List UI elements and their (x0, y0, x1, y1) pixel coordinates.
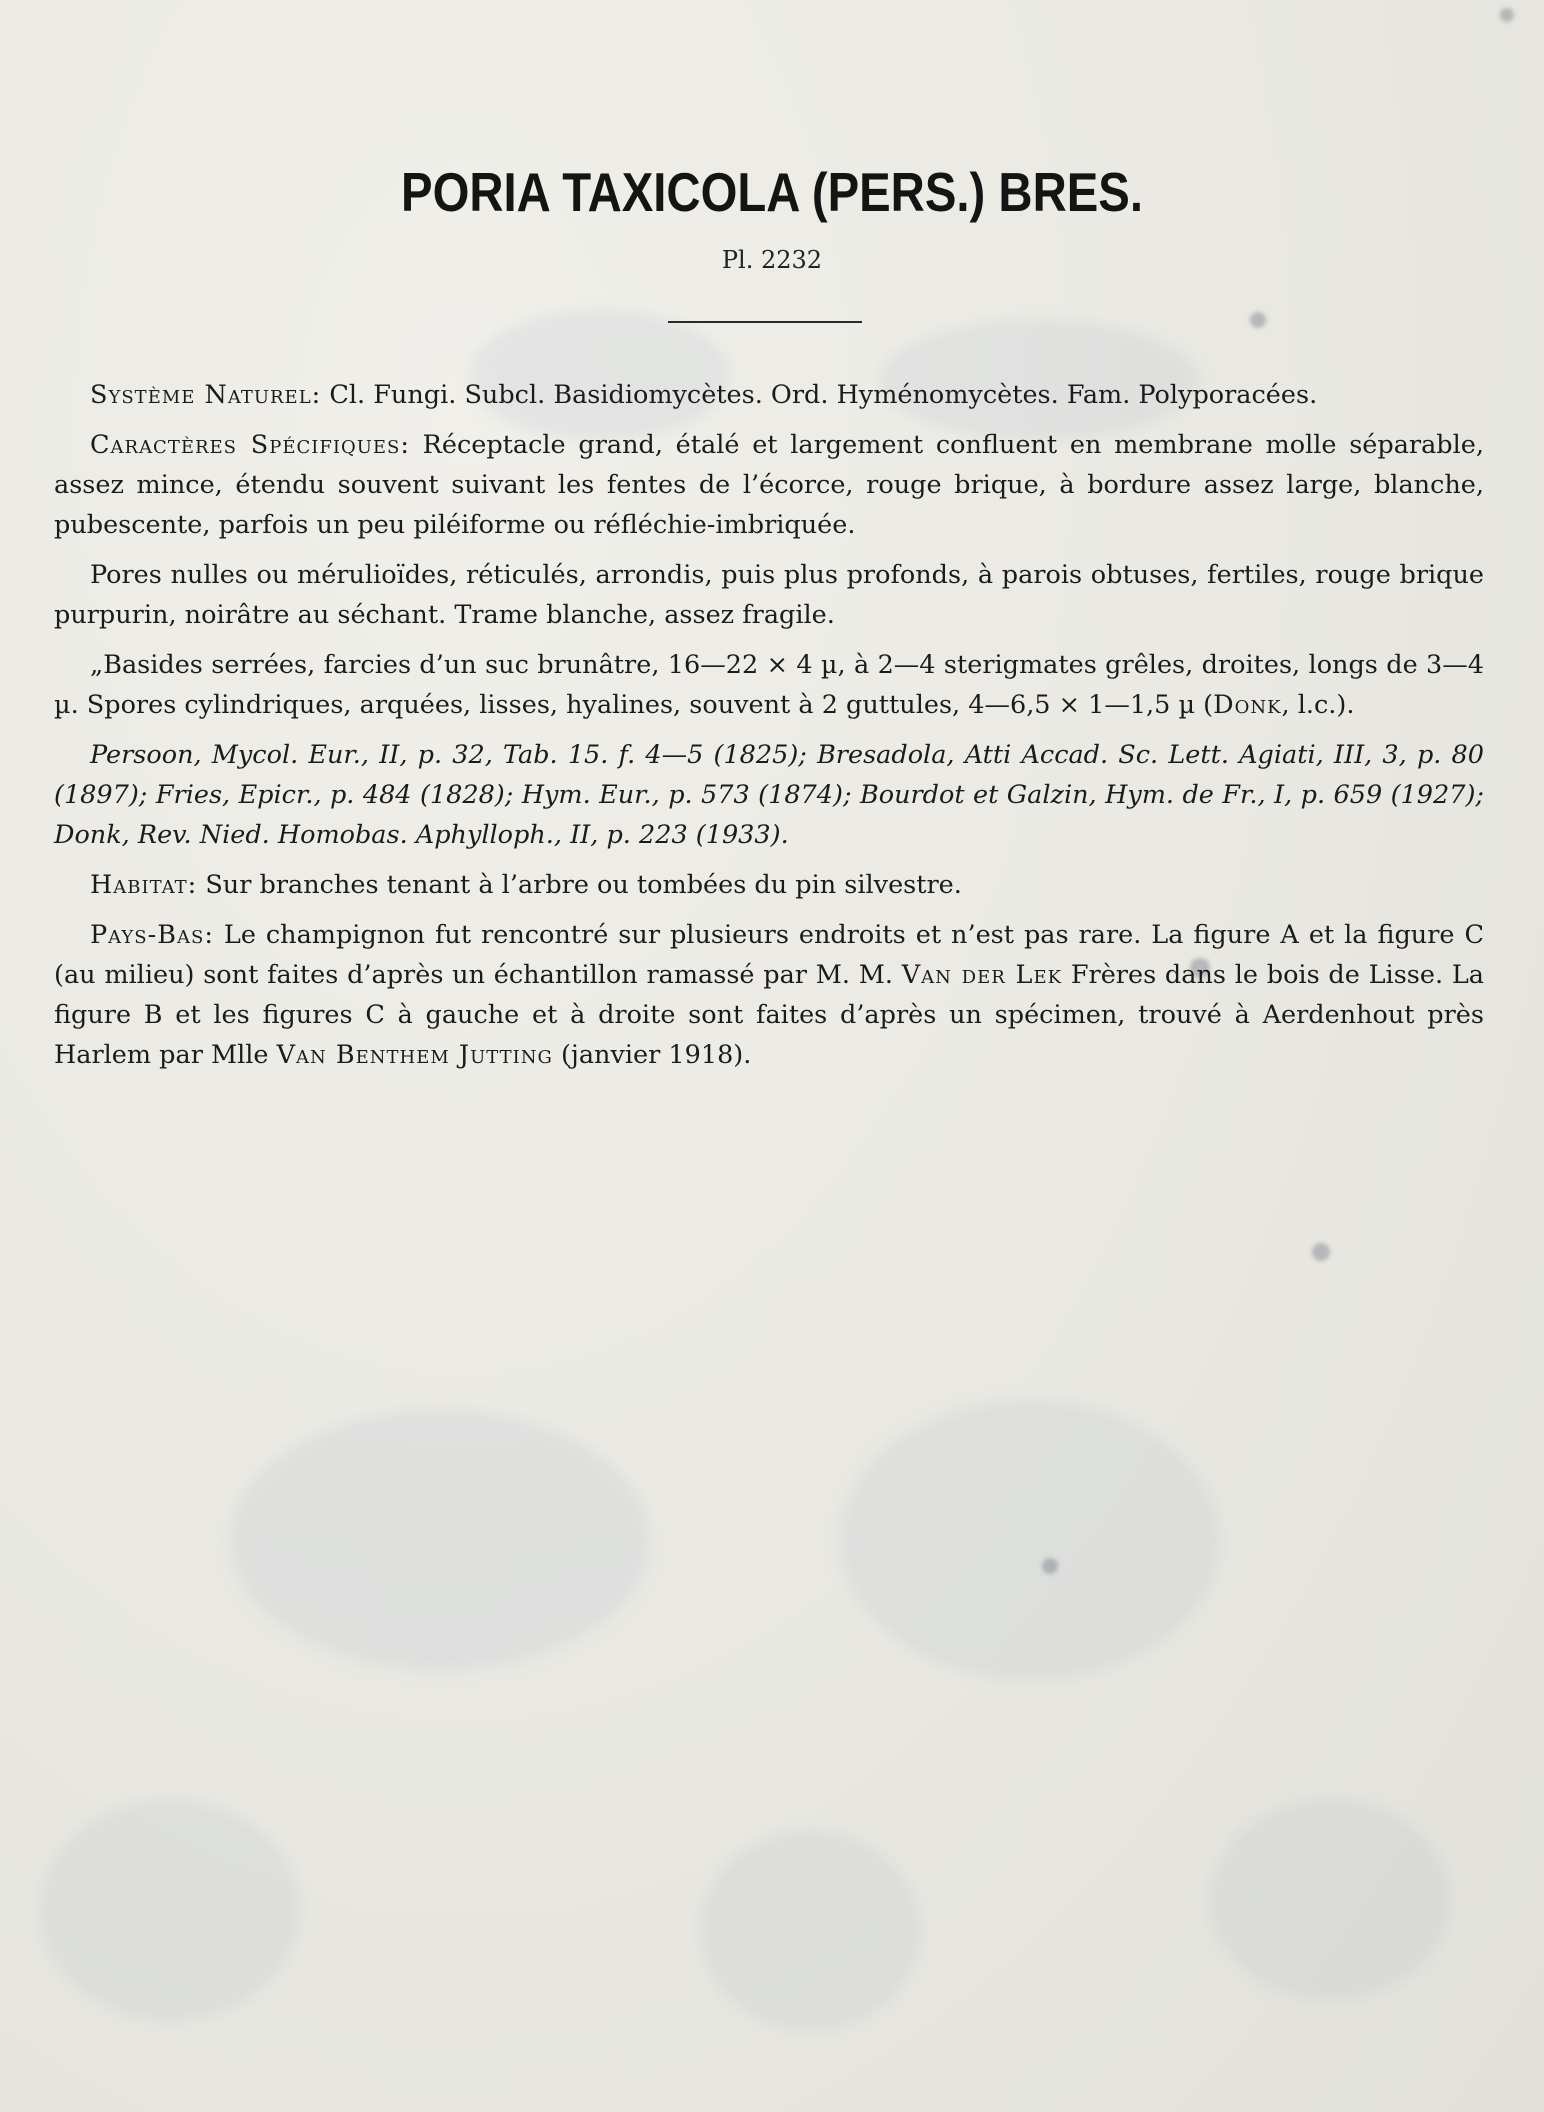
collector-name-2: Van Benthem Jutting (276, 1040, 553, 1070)
habitat-paragraph (54, 865, 1484, 905)
caracteres-paragraph (54, 425, 1484, 545)
show-through-shape (840, 1400, 1220, 1680)
pays-bas-paragraph (54, 915, 1484, 1075)
plate-number: Pl. 2232 (721, 246, 823, 274)
habitat-text: Sur branches tenant à l’arbre ou tombées du pin silvestre. (197, 870, 962, 900)
paper-speck (1250, 312, 1266, 328)
paper-speck (1042, 1558, 1058, 1574)
habitat-label: Habitat: (90, 870, 198, 900)
basides-text: „Basides serrées, farcies d’un suc brunâtre, 16—22 × 4 µ, à 2—4 sterigmates grêles, droites, longs de 3—4 µ. Spores cylindriques, arquées, lisses, hyalines, souvent à 2 guttules, 4—6,5 × 1—1,5 µ ( (54, 650, 1484, 720)
pores-paragraph: Pores nulles ou mérulioïdes, réticulés, arrondis, puis plus profonds, à parois obtuses, fertiles, rouge brique purpurin, noirâtre au séchant. Trame blanche, assez fragile. (54, 560, 1484, 630)
show-through-shape (230, 1410, 650, 1670)
systeme-naturel-paragraph (54, 375, 1484, 415)
show-through-shape (700, 1830, 920, 2030)
pays-bas-text-3: (janvier 1918). (552, 1040, 752, 1070)
page-title: PORIA TAXICOLA (PERS.) BRES. (401, 161, 1143, 223)
systeme-text: Cl. Fungi. Subcl. Basidiomycètes. Ord. Hyménomycètes. Fam. Polyporacées. (321, 380, 1318, 410)
paper-speck (1500, 8, 1514, 22)
basides-author: Donk (1213, 690, 1282, 720)
basides-paragraph (54, 645, 1484, 725)
show-through-shape (1210, 1800, 1450, 2000)
basides-tail: , l.c.). (1281, 690, 1355, 720)
show-through-shape (40, 1800, 300, 2020)
caracteres-label: Caractères Spécifiques: (90, 430, 410, 460)
systeme-label: Système Naturel: (90, 380, 322, 410)
paper-speck (1312, 1243, 1330, 1261)
title-divider (668, 321, 862, 323)
caracteres-text: Réceptacle grand, étalé et largement confluent en membrane molle séparable, assez mince, étendu souvent suivant les fentes de l’écorce, rouge brique, à bordure assez large, blanche, pubescente, parfois un peu piléiforme ou réfléchie-imbriquée. (54, 430, 1484, 540)
references-paragraph: Persoon, Mycol. Eur., II, p. 32, Tab. 15. f. 4—5 (1825); Bresadola, Atti Accad. Sc. Lett. Agiati, III, 3, p. 80 (1897); Fries, Epicr., p. 484 (1828); Hym. Eur., p. 573 (1874); Bourdot et Galzin, Hym. de Fr., I, p. 659 (1927); Donk, Rev. Nied. Homobas. Aphylloph., II, p. 223 (1933). (54, 740, 1484, 850)
pays-bas-text-2: Frères dans le bois de Lisse. La figure B et les figures C à gauche et à droite sont faites d’après un spécimen, trouvé à Aerdenhout près Harlem par Mlle (54, 960, 1484, 1070)
description-body (54, 375, 1484, 1085)
pays-bas-label: Pays-Bas: (90, 920, 214, 950)
collector-name-1: Van der Lek (901, 960, 1063, 990)
pays-bas-text-1: Le champignon fut rencontré sur plusieurs endroits et n’est pas rare. La figure A et la figure C (au milieu) sont faites d’après un échantillon ramassé par M. M. (54, 920, 1484, 990)
